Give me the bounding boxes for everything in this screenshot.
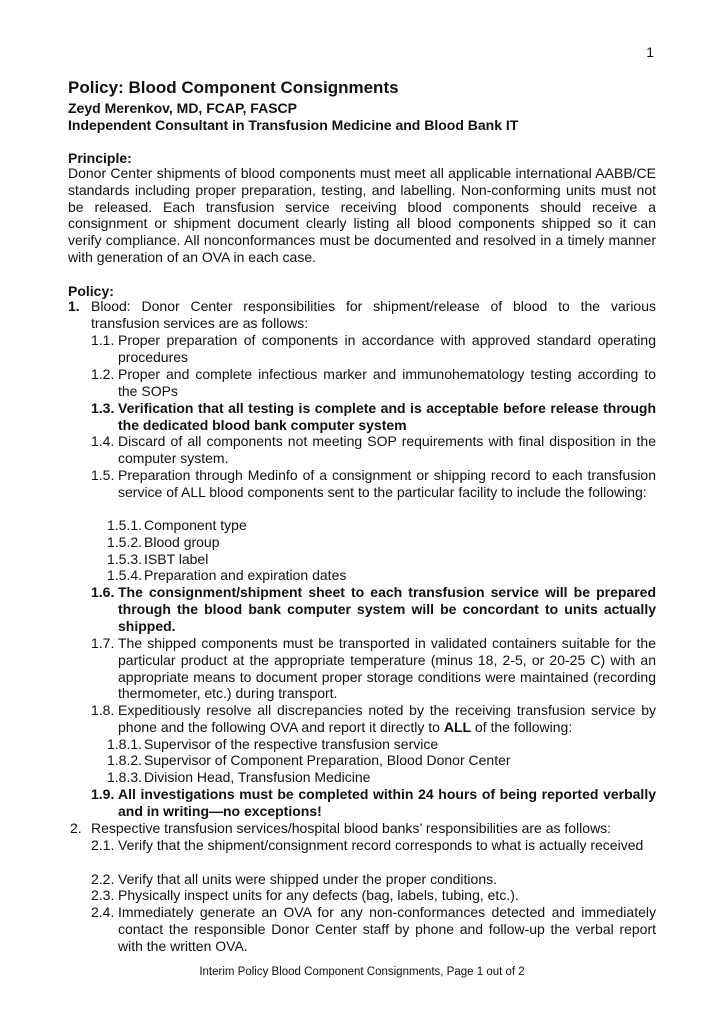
subsubitem-text: Component type bbox=[144, 517, 247, 533]
item-number: 2. bbox=[70, 820, 82, 836]
subsubitem-number: 1.5.2. bbox=[107, 534, 143, 550]
subsubitem-text: Supervisor of the respective transfusion service bbox=[144, 736, 439, 752]
subitem-number: 1.3. bbox=[91, 400, 115, 416]
policy-heading: Policy: bbox=[68, 283, 114, 299]
subsubitem-number: 1.5.4. bbox=[107, 567, 143, 583]
subsubitem-text: Division Head, Transfusion Medicine bbox=[144, 769, 371, 785]
subsubitem-text: Preparation and expiration dates bbox=[144, 567, 347, 583]
subitem-text: Immediately generate an OVA for any non-conformances detected and immediately contact the responsible Donor Center staff by phone and follow-up the verbal report with the written OVA. bbox=[118, 904, 656, 954]
subitem-number: 1.2. bbox=[91, 366, 115, 382]
subitem-text: Verify that the shipment/consignment record corresponds to what is actually received bbox=[118, 837, 644, 853]
principle-heading: Principle: bbox=[68, 150, 132, 166]
page-number: 1 bbox=[646, 44, 654, 60]
item-text: Blood: Donor Center responsibilities for shipment/release of blood to the various transfusion services are as follows: bbox=[91, 298, 656, 331]
subitem-number: 1.7. bbox=[91, 635, 115, 651]
author-name: Zeyd Merenkov, MD, FCAP, FASCP bbox=[68, 100, 297, 116]
subitem-text: Physically inspect units for any defects (bag, labels, tubing, etc.). bbox=[118, 887, 519, 903]
subitem-number: 2.2. bbox=[91, 871, 115, 887]
subsubitem-text: Blood group bbox=[144, 534, 220, 550]
item-number: 1. bbox=[68, 298, 80, 314]
subitem-number: 1.6. bbox=[91, 584, 115, 600]
subitem-number: 1.5. bbox=[91, 467, 115, 483]
subitem-number: 1.8. bbox=[91, 702, 115, 718]
subsubitem-number: 1.5.1. bbox=[107, 517, 143, 533]
subitem-text: Verify that all units were shipped under the proper conditions. bbox=[118, 871, 498, 887]
subsubitem-number: 1.8.3. bbox=[107, 769, 143, 785]
document-title: Policy: Blood Component Consignments bbox=[68, 78, 399, 97]
subitem-text: Discard of all components not meeting SOP requirements with final disposition in the computer system. bbox=[118, 433, 656, 466]
subsubitem-number: 1.5.3. bbox=[107, 551, 143, 567]
subitem-text: The shipped components must be transported in validated containers suitable for the particular product at the appropriate temperature (minus 18, 2-5, or 20-25 C) with an appropriate means to document proper storage conditions were maintained (recording thermometer, etc.) during transport. bbox=[118, 635, 656, 702]
subitem-text: All investigations must be completed within 24 hours of being reported verbally and in writing—no exceptions! bbox=[118, 786, 656, 819]
subitem-text: The consignment/shipment sheet to each transfusion service will be prepared through the blood bank computer system will be concordant to units actually shipped. bbox=[118, 584, 656, 634]
subitem-number: 2.4. bbox=[91, 904, 115, 920]
subitem-text: Preparation through Medinfo of a consignment or shipping record to each transfusion service of ALL blood components sent to the particular facility to include the following: bbox=[118, 467, 656, 500]
page-footer: Interim Policy Blood Component Consignments, Page 1 out of 2 bbox=[199, 966, 525, 978]
subitem-number: 1.9. bbox=[91, 786, 115, 802]
subitem-text: Verification that all testing is complete and is acceptable before release through the dedicated blood bank computer system bbox=[118, 400, 656, 433]
subsubitem-text: ISBT label bbox=[144, 551, 209, 567]
item-text: Respective transfusion services/hospital blood banks’ responsibilities are as follows: bbox=[91, 820, 612, 836]
subitem-text: Proper preparation of components in accordance with approved standard operating procedures bbox=[118, 332, 656, 365]
principle-text: Donor Center shipments of blood components must meet all applicable international AABB/CE standards including proper preparation, testing, and labelling. Non-conforming units must not be released. Each transfusion service receiving blood components should receive a consignment or shipment document clearly listing all blood components shipped so it can verify compliance. All nonconformances must be documented and resolved in a timely manner with generation of an OVA in each case. bbox=[68, 165, 656, 265]
subitem-number: 1.4. bbox=[91, 433, 115, 449]
subitem-number: 2.1. bbox=[91, 837, 115, 853]
subitem-text: Proper and complete infectious marker and immunohematology testing according to the SOPs bbox=[118, 366, 656, 399]
subitem-text: Expeditiously resolve all discrepancies noted by the receiving transfusion service by phone and the following OVA and report it directly to ALL of the following: bbox=[118, 702, 656, 735]
subitem-number: 2.3. bbox=[91, 887, 115, 903]
subsubitem-number: 1.8.1. bbox=[107, 736, 143, 752]
subsubitem-text: Supervisor of Component Preparation, Blood Donor Center bbox=[144, 752, 511, 768]
author-affiliation: Independent Consultant in Transfusion Medicine and Blood Bank IT bbox=[68, 117, 519, 133]
subitem-number: 1.1. bbox=[91, 332, 115, 348]
subsubitem-number: 1.8.2. bbox=[107, 752, 143, 768]
